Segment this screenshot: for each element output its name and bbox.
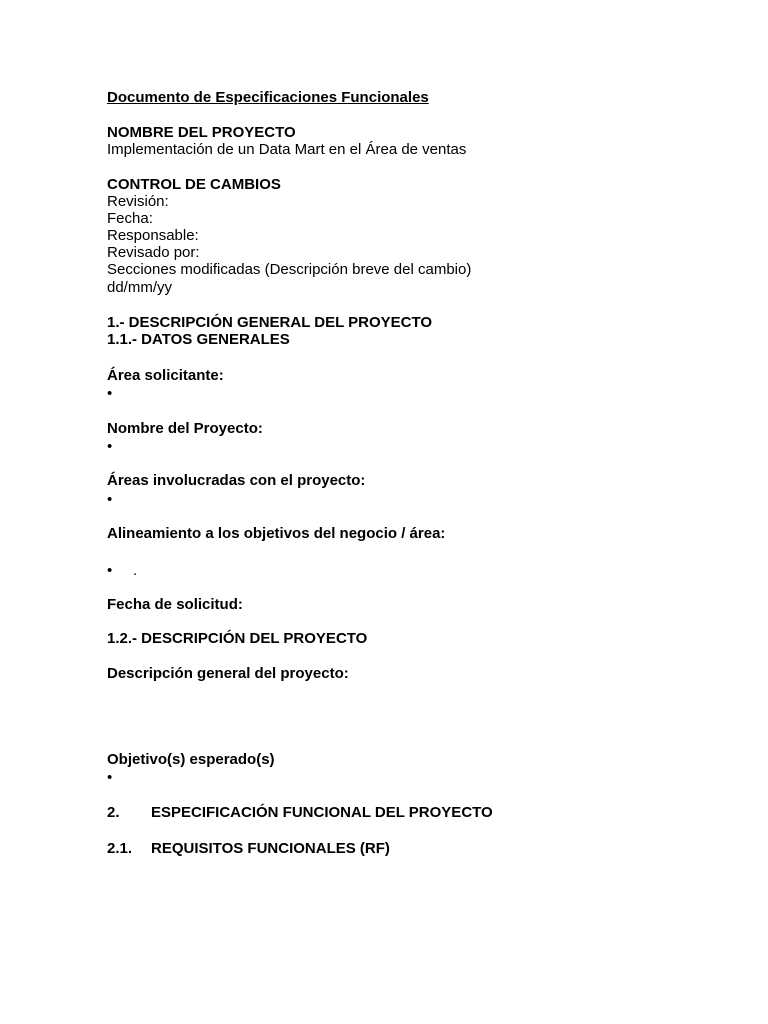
descripcion-general-label: Descripción general del proyecto: [107,665,349,682]
alineamiento-label: Alineamiento a los objetivos del negocio / área: [107,525,446,542]
fecha-solicitud-label: Fecha de solicitud: [107,596,243,613]
change-control-date-format: dd/mm/yy [107,279,173,296]
bullet-text: . [133,562,138,579]
bullet-icon: • [107,438,113,455]
objetivos-label: Objetivo(s) esperado(s) [107,751,275,768]
project-name-value: Implementación de un Data Mart en el Área de ventas [107,141,467,158]
section21-number: 2.1. [107,840,133,857]
project-name-heading: NOMBRE DEL PROYECTO [107,124,296,141]
bullet-icon: • [107,562,113,579]
areas-involucradas-label: Áreas involucradas con el proyecto: [107,472,366,489]
change-control-sections: Secciones modificadas (Descripción breve del cambio) [107,261,472,278]
section12-heading: 1.2.- DESCRIPCIÓN DEL PROYECTO [107,630,368,647]
section21-heading-row [107,840,390,857]
section2-number: 2. [107,804,120,821]
section2-heading: ESPECIFICACIÓN FUNCIONAL DEL PROYECTO [151,804,493,821]
section21-heading: REQUISITOS FUNCIONALES (RF) [151,840,390,857]
bullet-icon: • [107,491,113,508]
change-control-responsible: Responsable: [107,227,199,244]
change-control-heading: CONTROL DE CAMBIOS [107,176,281,193]
area-solicitante-label: Área solicitante: [107,367,224,384]
section1-heading: 1.- DESCRIPCIÓN GENERAL DEL PROYECTO [107,314,433,331]
document-title: Documento de Especificaciones Funcionales [107,89,429,106]
change-control-revision: Revisión: [107,193,169,210]
change-control-reviewed-by: Revisado por: [107,244,200,261]
change-control-date: Fecha: [107,210,153,227]
section11-heading: 1.1.- DATOS GENERALES [107,331,290,348]
bullet-icon: • [107,769,113,786]
section2-heading-row [107,804,493,821]
bullet-icon: • [107,385,113,402]
nombre-proyecto-label: Nombre del Proyecto: [107,420,263,437]
